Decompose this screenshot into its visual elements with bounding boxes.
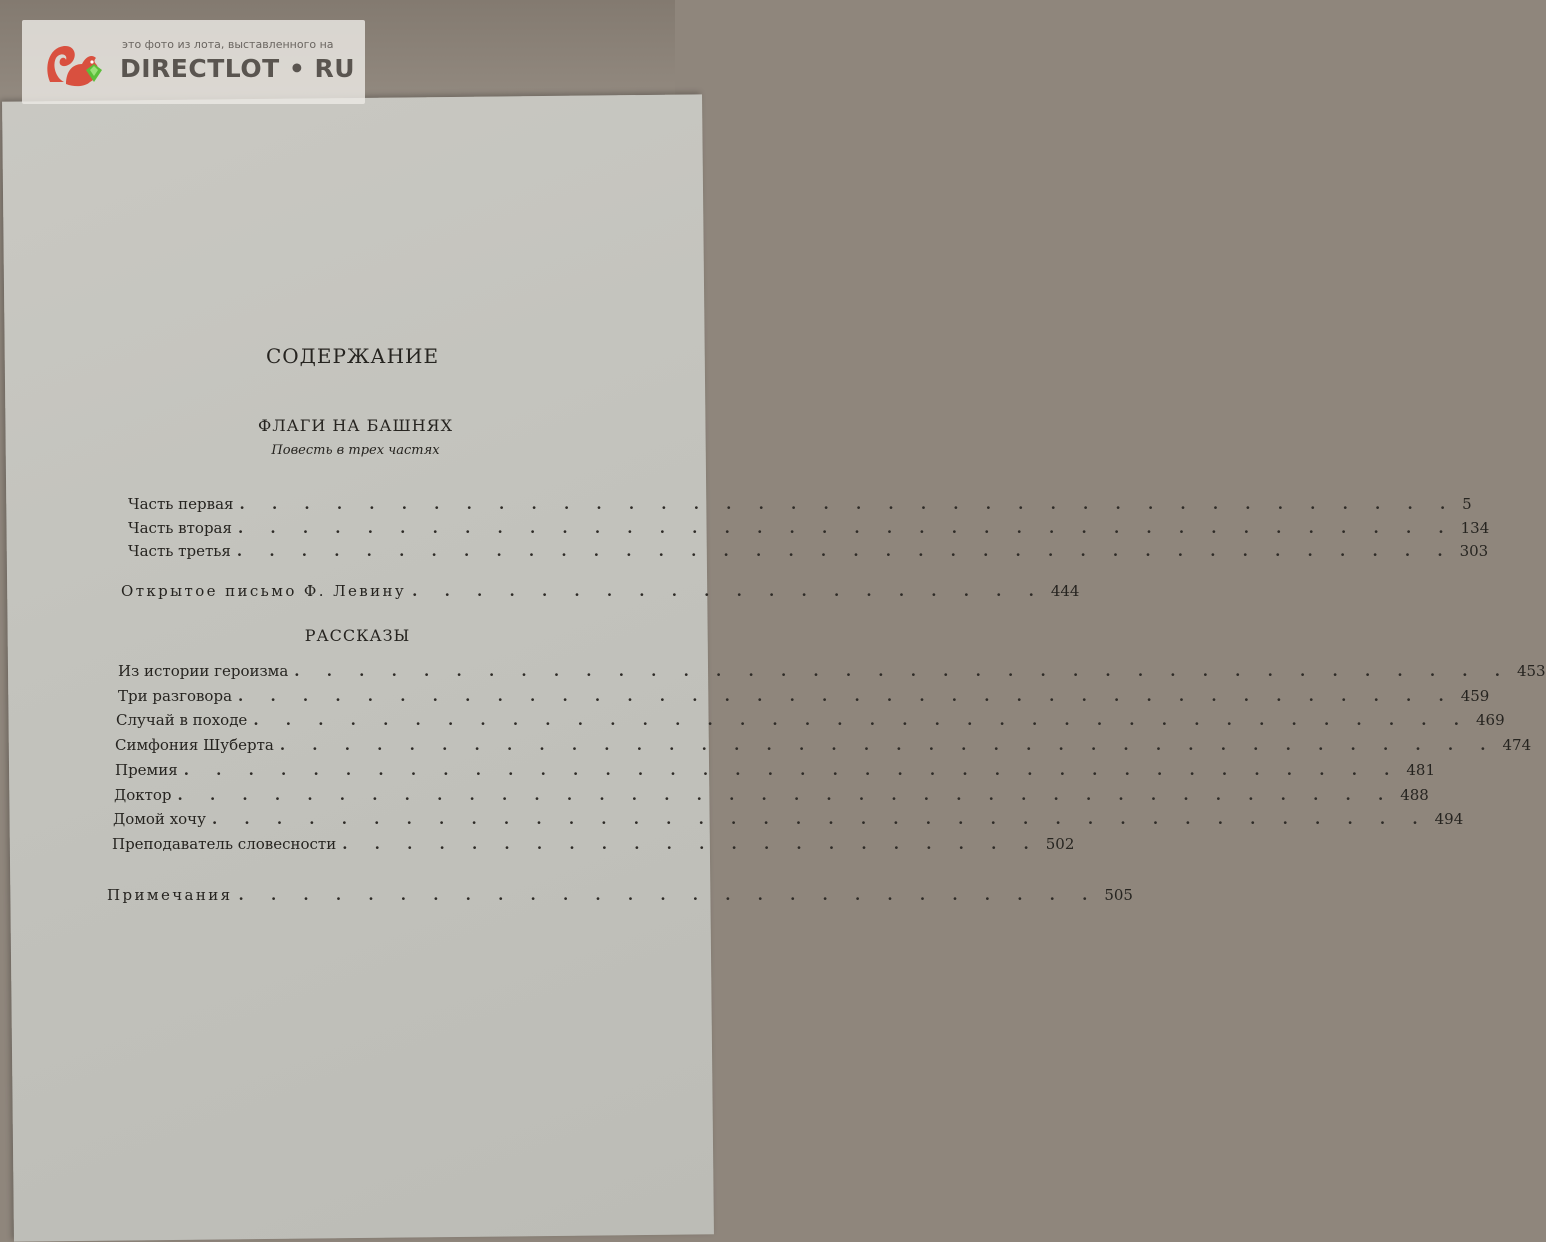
toc-entry-story xyxy=(115,736,1532,754)
toc-entry-story xyxy=(113,810,1464,828)
toc-entry-story xyxy=(118,662,1546,680)
watermark-brand: DIRECTLOT • RU xyxy=(120,54,356,83)
leader-dots: . . . . . . . . . . . . . . . . . . . . . . xyxy=(342,835,1040,853)
toc-entry-page: 303 xyxy=(1459,542,1489,560)
toc-entry-page: 488 xyxy=(1400,786,1429,804)
toc-entry-label: Случай в походе xyxy=(116,711,248,729)
leader-dots: . . . . . . . . . . . . . . . . . . . . . . . . . . . . . . . . . . . . . . xyxy=(294,662,1511,680)
toc-entry-letter xyxy=(121,582,1080,600)
leader-dots: . . . . . . . . . . . . . . . . . . . . . . . . . . . . . . . . . . . . . . xyxy=(177,786,1395,804)
toc-entry-label: Открытое письмо Ф. Левину xyxy=(121,582,407,600)
toc-entry-label: Домой хочу xyxy=(113,810,206,828)
toc-entry-page: 502 xyxy=(1045,835,1075,853)
toc-entry-notes xyxy=(107,886,1133,904)
toc-entry-page: 5 xyxy=(1462,495,1472,513)
toc-entry-story xyxy=(118,687,1490,705)
toc-entry-story xyxy=(114,786,1429,804)
contents-title: СОДЕРЖАНИЕ xyxy=(265,344,440,368)
toc-entry-label: Премия xyxy=(115,761,178,779)
leader-dots: . . . . . . . . . . . . . . . . . . . . . . . . . . . . . . . . . . . . . . xyxy=(183,761,1401,779)
leader-dots: . . . . . . . . . . . . . . . . . . . . . . . . . . . . . . . . . . . . . . xyxy=(237,519,1455,537)
leader-dots: . . . . . . . . . . . . . . . . . . . . . . . . . . . . . . . . . . . . . . xyxy=(279,736,1497,754)
toc-entry-page: 134 xyxy=(1460,519,1490,537)
stories-title: РАССКАЗЫ xyxy=(304,626,411,645)
toc-entry-story xyxy=(112,835,1075,853)
toc-entry-label: Часть вторая xyxy=(128,519,232,537)
toc-entry-page: 481 xyxy=(1406,761,1436,779)
leader-dots: . . . . . . . . . . . . . . . . . . . . . . . . . . . xyxy=(238,886,1099,904)
leader-dots: . . . . . . . . . . . . . . . . . . . . . . . . . . . . . . . . . . . . . . xyxy=(239,495,1457,513)
toc-entry-label: Симфония Шуберта xyxy=(115,736,274,754)
toc-entry-page: 444 xyxy=(1050,582,1080,600)
leader-dots: . . . . . . . . . . . . . . . . . . . . . . . . . . . . . . . . . . . . . . xyxy=(211,810,1429,828)
leader-dots: . . . . . . . . . . . . . . . . . . . . xyxy=(412,582,1045,600)
toc-entry-label: Доктор xyxy=(114,786,172,804)
leader-dots: . . . . . . . . . . . . . . . . . . . . . . . . . . . . . . . . . . . . . . xyxy=(238,687,1455,705)
toc-entry-page: 474 xyxy=(1502,736,1532,754)
toc-entry-part-1 xyxy=(128,495,1472,513)
toc-entry-label: Часть первая xyxy=(128,495,234,513)
leader-dots: . . . . . . . . . . . . . . . . . . . . . . . . . . . . . . . . . . . . . . xyxy=(236,542,1454,560)
toc-entry-page: 459 xyxy=(1460,687,1490,705)
leader-dots: . . . . . . . . . . . . . . . . . . . . . . . . . . . . . . . . . . . . . . xyxy=(253,711,1470,729)
watermark-caption: это фото из лота, выставленного на xyxy=(122,38,334,51)
toc-entry-label: Примечания xyxy=(107,886,233,904)
toc-entry-page: 505 xyxy=(1104,886,1133,904)
watermark-banner xyxy=(22,20,365,104)
toc-entry-label: Часть третья xyxy=(128,542,231,560)
toc-entry-story xyxy=(116,711,1505,729)
toc-entry-page: 494 xyxy=(1434,810,1464,828)
toc-entry-label: Преподаватель словесности xyxy=(112,835,337,853)
toc-entry-label: Три разговора xyxy=(118,687,233,705)
toc-entry-part-2 xyxy=(128,519,1490,537)
work-subtitle: Повесть в трех частях xyxy=(271,443,440,458)
squirrel-logo-icon xyxy=(42,38,112,94)
toc-entry-part-3 xyxy=(128,542,1489,560)
toc-entry-page: 453 xyxy=(1516,662,1546,680)
toc-entry-label: Из истории героизма xyxy=(118,662,289,680)
work-title: ФЛАГИ НА БАШНЯХ xyxy=(258,416,453,435)
toc-entry-story xyxy=(115,761,1436,779)
toc-entry-page: 469 xyxy=(1475,711,1505,729)
